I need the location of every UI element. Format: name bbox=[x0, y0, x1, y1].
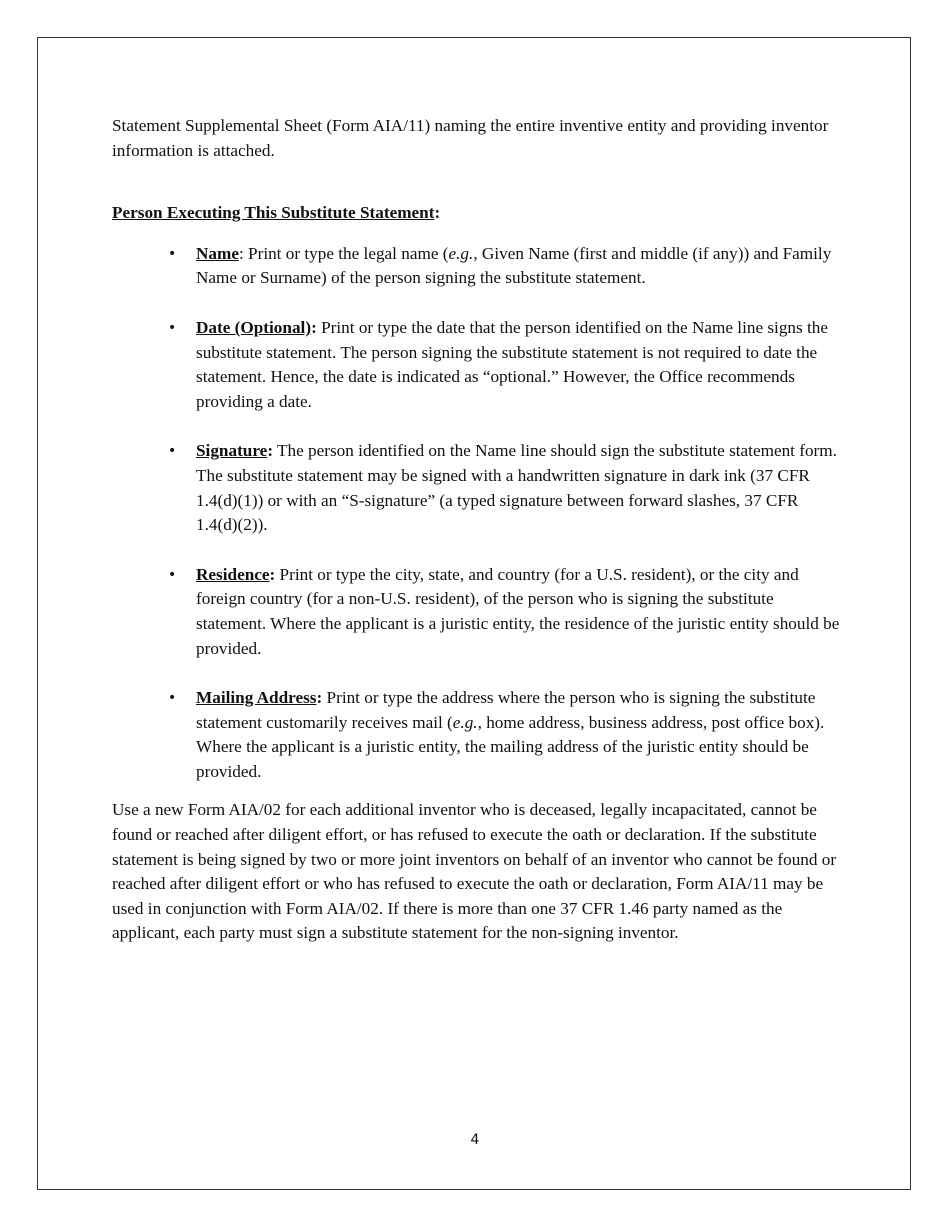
item-label bbox=[196, 688, 322, 707]
item-text-after: , Given Name (first and middle (if any)) and Family Name or Surname) of the person signing the substitute statement. bbox=[196, 243, 832, 288]
item-text-before: Print or type the address where the person who is signing the substitute statement customarily receives mail ( bbox=[196, 688, 816, 732]
bullet-icon: • bbox=[168, 319, 177, 336]
item-label-suffix: : bbox=[311, 317, 317, 337]
bullet-icon: • bbox=[168, 245, 177, 262]
item-label bbox=[196, 318, 317, 337]
section-heading-text: Person Executing This Substitute Statement bbox=[112, 203, 435, 223]
item-label-suffix: : bbox=[269, 564, 276, 584]
item-italic: e.g. bbox=[448, 243, 474, 263]
item-text: Print or type the city, state, and country (for a U.S. resident), or the city and foreign country (for a non-U.S. resident), of the person who is signing the substitute statement. Where the applicant is a juristic entity, the residence of the juristic entity should be provided. bbox=[196, 564, 840, 658]
list-item-signature bbox=[112, 439, 842, 537]
item-label-suffix: : bbox=[238, 243, 244, 263]
bullet-icon: • bbox=[168, 443, 177, 460]
item-text: Print or type the date that the person identified on the Name line signs the substitute statement. The person signing the substitute statement is not required to date the statement. Hence, the date is indicated as “optional.” However, the Office recommends providing a date. bbox=[196, 317, 828, 411]
bullet-icon: • bbox=[168, 690, 177, 707]
item-text: The person identified on the Name line should sign the substitute statement form. The substitute statement may be signed with a handwritten signature in dark ink (37 CFR 1.4(d)(1)) or with an “S-signature” (a typed signature between forward slashes, 37 CFR 1.4(d)(2)). bbox=[196, 441, 837, 535]
section-heading-colon: : bbox=[434, 203, 441, 223]
item-text-after: , home address, business address, post office box). Where the applicant is a juristic entity, the mailing address of the juristic entity should be provided. bbox=[196, 712, 825, 781]
item-label-suffix: : bbox=[267, 441, 274, 461]
item-label-text: Name bbox=[196, 243, 239, 263]
item-text-before: Print or type the legal name ( bbox=[243, 243, 449, 263]
list-item-residence bbox=[112, 563, 842, 661]
item-label-text: Residence bbox=[196, 564, 270, 584]
item-label-text: Date (Optional) bbox=[196, 317, 312, 337]
closing-paragraph: Use a new Form AIA/02 for each additional inventor who is deceased, legally incapacitated, cannot be found or reached after diligent effort, or has refused to execute the oath or declaration. If the substitute statement is being signed by two or more joint inventors on behalf of an inventor who cannot be found or reached after diligent effort or who has refused to execute the oath or declaration, Form AIA/11 may be used in conjunction with Form AIA/02. If there is more than one 37 CFR 1.46 party named as the applicant, each party must sign a substitute statement for the non-signing inventor. bbox=[112, 800, 837, 943]
item-italic: e.g. bbox=[452, 712, 478, 732]
bullet-icon: • bbox=[168, 566, 177, 583]
item-label-suffix: : bbox=[316, 688, 323, 708]
item-label bbox=[196, 565, 275, 584]
list-item-date bbox=[112, 316, 842, 414]
item-label bbox=[196, 441, 273, 460]
list-item-name bbox=[112, 242, 842, 291]
intro-paragraph: Statement Supplemental Sheet (Form AIA/11) naming the entire inventive entity and providing inventor information is attached. bbox=[112, 116, 829, 160]
item-label-text: Signature bbox=[196, 441, 268, 461]
list-item-mailing-address bbox=[112, 686, 842, 784]
document-body bbox=[112, 114, 842, 946]
section-heading bbox=[112, 201, 842, 226]
item-label bbox=[196, 244, 244, 263]
page-number: 4 bbox=[470, 1132, 480, 1148]
instruction-list bbox=[112, 242, 842, 785]
item-label-text: Mailing Address bbox=[196, 688, 317, 708]
